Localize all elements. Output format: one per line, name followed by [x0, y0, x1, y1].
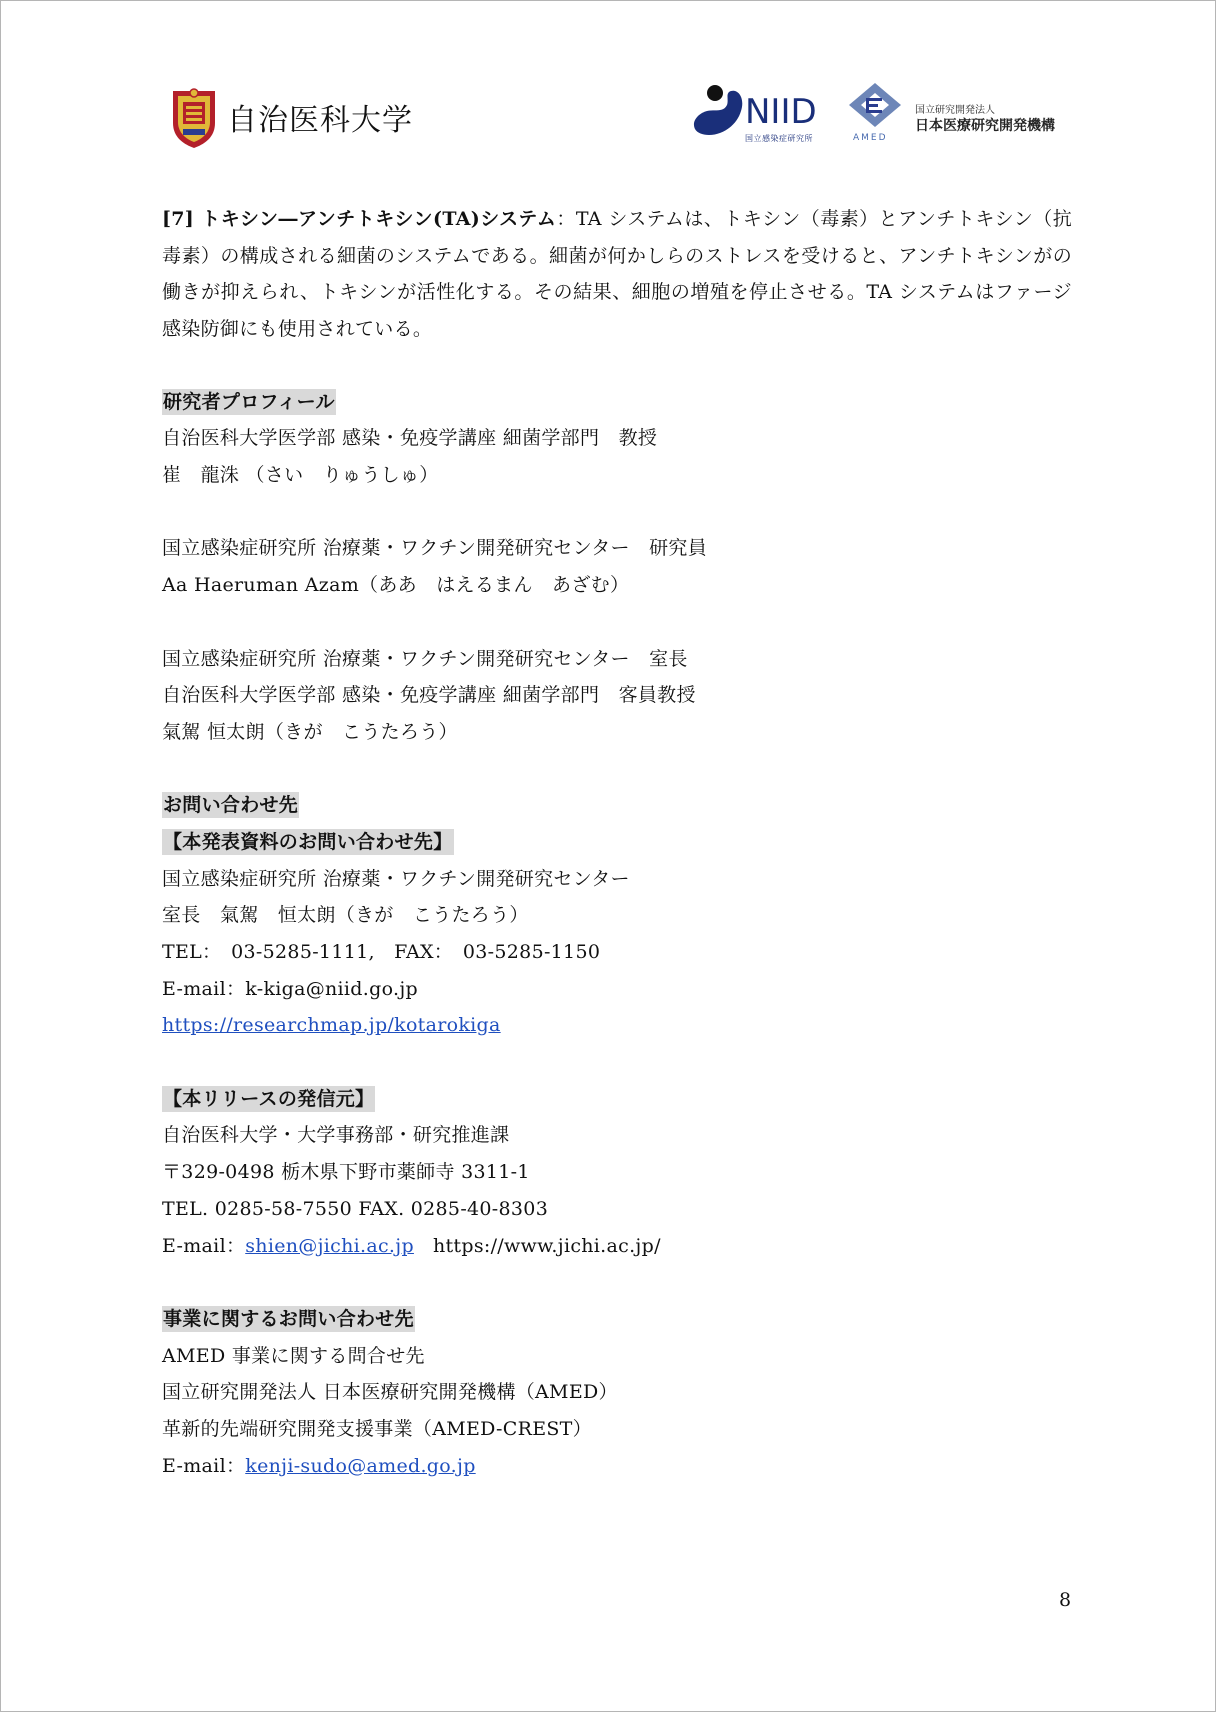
amed-subtitle: 国立研究開発法人 — [915, 105, 995, 116]
jichi-logo — [169, 85, 413, 149]
contact-heading-row — [162, 787, 1072, 824]
contact-2-email-label: E-mail： — [162, 1234, 246, 1257]
jichi-url: https://www.jichi.ac.jp/ — [432, 1234, 661, 1257]
business-line-2: 国立研究開発法人 日本医療研究開発機構（AMED） — [162, 1381, 618, 1404]
profile-heading-row — [162, 384, 1072, 421]
profile-1-name: 崔 龍洙 （さい りゅうしゅ） — [162, 464, 439, 487]
contact-1-tel: TEL： 03-5285-1111, FAX： 03-5285-1150 — [162, 941, 601, 963]
ta-system-note — [162, 201, 1072, 347]
contact-sub1-heading: 【本発表資料のお問い合わせ先】 — [163, 830, 453, 853]
contact-1-email: E-mail：k-kiga@niid.go.jp — [162, 977, 418, 1000]
contact-2-address: 〒329-0498 栃木県下野市薬師寺 3311-1 — [162, 1161, 530, 1184]
contact-2-email-row — [162, 1228, 1072, 1265]
profile-heading: 研究者プロフィール — [163, 390, 335, 413]
researchmap-link[interactable]: https://researchmap.jp/kotarokiga — [162, 1014, 501, 1037]
niid-logo-text: NIID — [745, 92, 817, 132]
amed-logo — [843, 81, 1073, 149]
page-header — [161, 81, 1065, 153]
niid-mark-icon — [689, 83, 829, 139]
niid-subtitle: 国立感染症研究所 — [745, 134, 813, 143]
contact-sub2-row — [162, 1081, 1072, 1118]
amed-mark-icon — [843, 81, 913, 137]
profile-3-affiliation-1: 国立感染症研究所 治療薬・ワクチン開発研究センター 室長 — [162, 647, 688, 670]
jichi-email-link[interactable]: shien@jichi.ac.jp — [245, 1234, 414, 1257]
business-line-1: AMED 事業に関する問合せ先 — [162, 1344, 425, 1367]
page-number: 8 — [1059, 1589, 1072, 1611]
profile-3-affiliation-2: 自治医科大学医学部 感染・免疫学講座 細菌学部門 客員教授 — [162, 684, 696, 707]
contact-heading: お問い合わせ先 — [163, 794, 299, 817]
contact-sub2-heading: 【本リリースの発信元】 — [163, 1087, 375, 1110]
contact-2-tel: TEL. 0285-58-7550 FAX. 0285-40-8303 — [162, 1197, 549, 1220]
profile-3-name: 氣駕 恒太朗（きが こうたろう） — [162, 720, 458, 743]
jichi-crest-icon — [169, 85, 219, 149]
business-heading: 事業に関するお問い合わせ先 — [163, 1307, 414, 1330]
niid-logo — [689, 83, 829, 147]
business-email-label: E-mail： — [162, 1454, 246, 1477]
contact-1-person: 室長 氣駕 恒太朗（きが こうたろう） — [162, 904, 529, 927]
amed-email-link[interactable]: kenji-sudo@amed.go.jp — [245, 1454, 476, 1477]
contact-2-org: 自治医科大学・大学事務部・研究推進課 — [162, 1124, 510, 1147]
contact-sub1-row — [162, 824, 1072, 861]
profile-2-affiliation: 国立感染症研究所 治療薬・ワクチン開発研究センター 研究員 — [162, 537, 708, 560]
business-email-row — [162, 1448, 1072, 1485]
profile-1-affiliation: 自治医科大学医学部 感染・免疫学講座 細菌学部門 教授 — [162, 427, 658, 450]
ta-term: [7] トキシン―アンチトキシン(TA)システム — [162, 208, 557, 230]
amed-wordmark: AMED — [853, 133, 888, 143]
contact-1-org: 国立感染症研究所 治療薬・ワクチン開発研究センター — [162, 867, 630, 890]
main-content — [162, 201, 1072, 1484]
contact-1-url-row — [162, 1007, 1072, 1044]
jichi-name: 自治医科大学 — [227, 103, 413, 138]
amed-title: 日本医療研究開発機構 — [915, 118, 1055, 134]
profile-2-name: Aa Haeruman Azam（ああ はえるまん あざむ） — [162, 574, 630, 597]
ta-body: ：TA システムは、トキシン（毒素）とアンチトキシン（抗毒素）の構成される細菌のシステムである。細菌が何かしらのストレスを受けると、アンチトキシンがの働きが抑えられ、トキシンが活性化する。その結果、細胞の増殖を停止させる。TA システムはファージ感染防御にも使用されている。 — [162, 208, 1072, 340]
business-heading-row — [162, 1301, 1072, 1338]
business-line-3: 革新的先端研究開発支援事業（AMED-CREST） — [162, 1417, 592, 1440]
